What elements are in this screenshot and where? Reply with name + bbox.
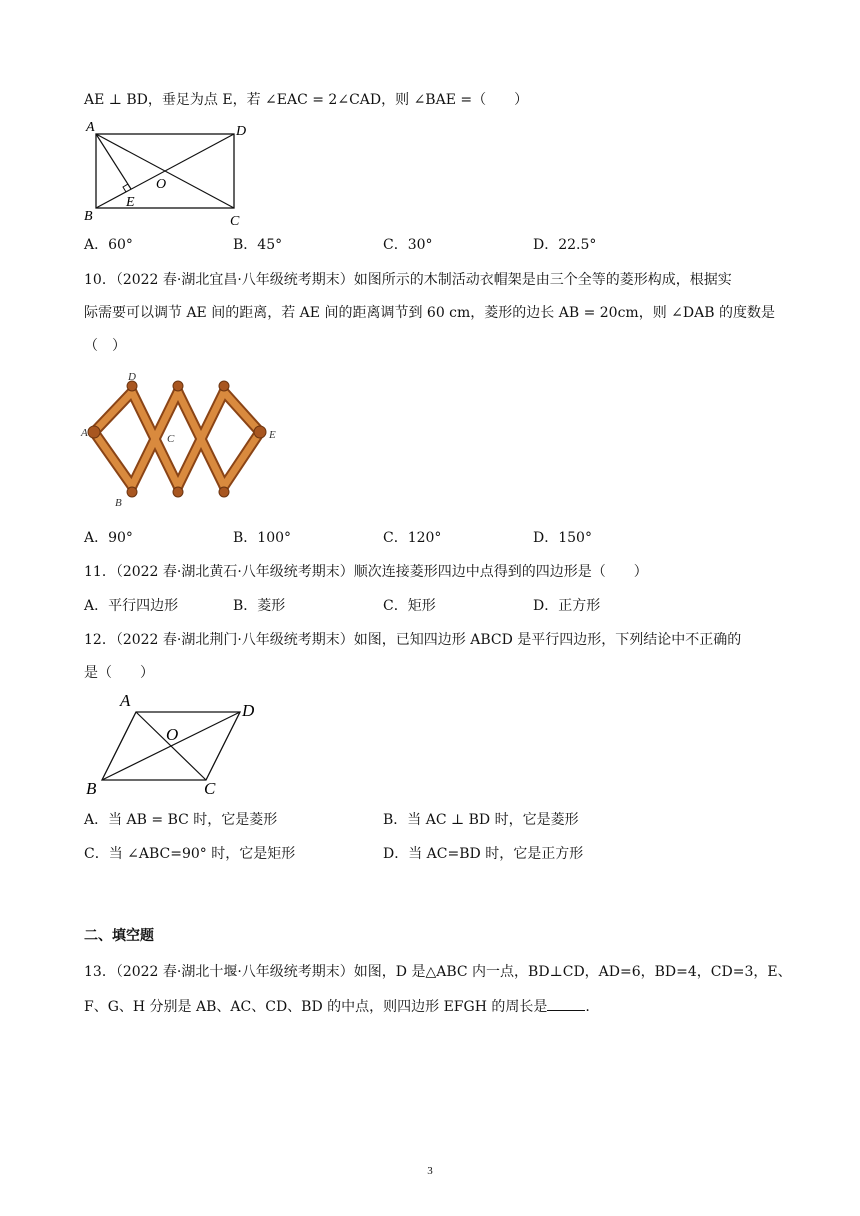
q13-answer-blank[interactable] xyxy=(547,996,585,1011)
q10-line1: 10．（2022 春·湖北宜昌·八年级统考期末）如图所示的木制活动衣帽架是由三个全等的菱形构成，根据实 xyxy=(84,272,732,288)
q9-figure-rectangle xyxy=(84,118,264,230)
section-heading: 二、填空题 xyxy=(84,928,154,944)
q9-option-b[interactable]: B．45° xyxy=(233,237,283,253)
q9-label-O: O xyxy=(156,177,167,192)
q10-figure-coat-rack xyxy=(80,370,290,512)
q13-line2-wrap xyxy=(84,996,800,1017)
q12-label-B: B xyxy=(86,779,97,798)
q9-label-A: A xyxy=(86,120,95,135)
q13-line1: 13．（2022 春·湖北十堰·八年级统考期末）如图，D 是△ABC 内一点，BD⊥CD，AD=6，BD=4，CD=3，E、 xyxy=(84,964,792,980)
q9-option-a[interactable]: A．60° xyxy=(84,237,133,253)
q10-label-A: A xyxy=(81,427,88,439)
q12-option-d[interactable]: D．当 AC=BD 时，它是正方形 xyxy=(383,846,584,862)
q13-line2-end: . xyxy=(585,999,590,1015)
q12-label-A: A xyxy=(120,691,131,710)
q12-option-c[interactable]: C．当 ∠ABC=90° 时，它是矩形 xyxy=(84,846,296,862)
q12-label-C: C xyxy=(204,779,216,798)
q9-label-C: C xyxy=(230,214,240,229)
q9-label-E: E xyxy=(126,195,135,210)
q9-label-B: B xyxy=(84,209,93,224)
q9-stem: AE ⊥ BD，垂足为点 E，若 ∠EAC = 2∠CAD，则 ∠BAE =（ ） xyxy=(84,92,529,108)
q12-line1: 12．（2022 春·湖北荆门·八年级统考期末）如图，已知四边形 ABCD 是平行四边形，下列结论中不正确的 xyxy=(84,632,742,648)
q9-option-d[interactable]: D．22.5° xyxy=(533,237,597,253)
q10-label-C: C xyxy=(167,433,175,445)
q10-option-a[interactable]: A．90° xyxy=(84,530,133,546)
page-number: 3 xyxy=(427,1165,433,1177)
q10-label-E: E xyxy=(269,429,276,441)
q12-label-O: O xyxy=(166,725,179,744)
q12-option-b[interactable]: B．当 AC ⊥ BD 时，它是菱形 xyxy=(383,812,579,828)
q11-option-a[interactable]: A．平行四边形 xyxy=(84,598,179,614)
q10-option-b[interactable]: B．100° xyxy=(233,530,292,546)
q11-option-d[interactable]: D．正方形 xyxy=(533,598,601,614)
q10-option-c[interactable]: C．120° xyxy=(383,530,442,546)
q10-line3: （ ） xyxy=(84,338,126,354)
q13-line2: F、G、H 分别是 AB、AC、CD、BD 的中点，则四边形 EFGH 的周长是 xyxy=(84,999,548,1015)
q10-label-B: B xyxy=(115,497,122,509)
q9-option-c[interactable]: C．30° xyxy=(383,237,433,253)
q11-option-b[interactable]: B．菱形 xyxy=(233,598,286,614)
q12-line2: 是（ ） xyxy=(84,665,154,681)
q11-option-c[interactable]: C．矩形 xyxy=(383,598,436,614)
q12-option-a[interactable]: A．当 AB = BC 时，它是菱形 xyxy=(84,812,278,828)
q10-label-D: D xyxy=(128,371,136,383)
q12-figure-parallelogram xyxy=(84,688,274,800)
q11-line1: 11．（2022 春·湖北黄石·八年级统考期末）顺次连接菱形四边中点得到的四边形是（ ） xyxy=(84,564,648,580)
q10-option-d[interactable]: D．150° xyxy=(533,530,592,546)
q10-line2: 际需要可以调节 AE 间的距离，若 AE 间的距离调节到 60 cm，菱形的边长 AB = 20cm，则 ∠DAB 的度数是 xyxy=(84,305,775,321)
q9-label-D: D xyxy=(236,124,247,139)
q12-label-D: D xyxy=(242,701,255,720)
